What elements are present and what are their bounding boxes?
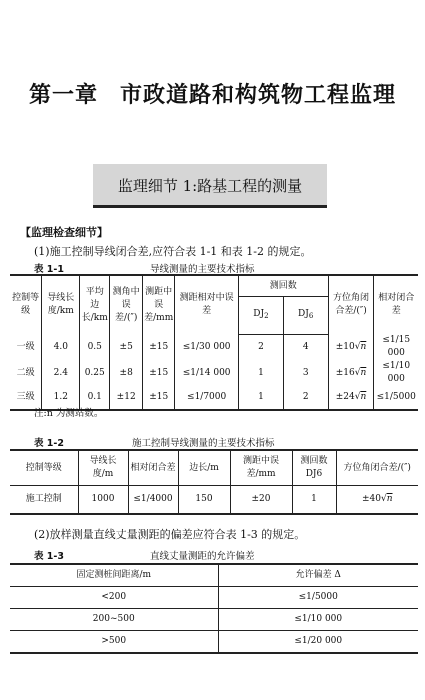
t1-cell: ±15	[143, 334, 175, 360]
t3-cell: ≤1/20 000	[218, 631, 418, 654]
t1-cell: 0.25	[80, 360, 110, 386]
t1-header-rel-close: 相对闭合差	[374, 275, 418, 334]
t1-header-rounds: 测回数	[239, 275, 329, 297]
table1	[10, 274, 418, 411]
t3-cell: <200	[10, 587, 218, 609]
t3-cell: 200~500	[10, 609, 218, 631]
t2-header: 控制等级	[10, 450, 78, 486]
section-banner-underline	[93, 205, 327, 208]
t1-header-grade: 控制等级	[10, 275, 42, 334]
t2-cell: ±40√n	[336, 486, 418, 515]
t1-cell: 2	[283, 386, 328, 410]
t1-cell: ≤1/15 000	[382, 335, 411, 358]
t2-header: 相对闭合差	[128, 450, 178, 486]
table1-number: 表 1-1	[34, 264, 64, 275]
t3-header: 允许偏差 Δ	[218, 564, 418, 587]
table1-title: 导线测量的主要技术指标	[150, 264, 255, 275]
t2-cell: 1000	[78, 486, 128, 515]
t2-cell: ≤1/4000	[128, 486, 178, 515]
t3-cell: >500	[10, 631, 218, 654]
t2-cell: 1	[292, 486, 336, 515]
t1-cell: ±10√n	[328, 334, 374, 360]
t1-cell: ≤1/10 000	[382, 361, 411, 384]
t2-header: 测回数DJ6	[292, 450, 336, 486]
paragraph-2: (2)放样测量直线丈量测距的偏差应符合表 1-3 的规定。	[34, 528, 306, 541]
t1-cell: ±8	[110, 360, 143, 386]
t1-cell: ±15	[143, 360, 175, 386]
t1-cell: 2	[239, 334, 284, 360]
table2	[10, 449, 418, 515]
t2-header: 方位角闭合差/(″)	[336, 450, 418, 486]
t1-header-dj6: $DJ_6$	[283, 297, 328, 335]
t2-cell: 施工控制	[10, 486, 78, 515]
t1-header-dj2: $DJ_2$	[239, 297, 284, 335]
t1-header-avg-side: 平均边长/km	[80, 275, 110, 334]
table-row	[10, 609, 418, 631]
t2-header: 边长/m	[178, 450, 230, 486]
t2-header: 测距中误差/mm	[230, 450, 292, 486]
table2-title: 施工控制导线测量的主要技术指标	[132, 438, 275, 449]
t1-header-azimuth: 方位角闭合差/(″)	[328, 275, 374, 334]
t3-cell: ≤1/5000	[218, 587, 418, 609]
t2-cell: 150	[178, 486, 230, 515]
t1-cell: ±16√n	[328, 360, 374, 386]
table-row	[10, 631, 418, 654]
section-title: 监理细节 1:路基工程的测量	[117, 177, 303, 195]
t1-header-dist-rel: 测距相对中误差	[175, 275, 239, 334]
t1-cell: 一级	[10, 334, 42, 360]
t3-header: 固定测桩间距离/m	[10, 564, 218, 587]
chapter-number: 第一章	[28, 82, 98, 108]
t1-cell: ±5	[110, 334, 143, 360]
table3-title: 直线丈量测距的允许偏差	[150, 551, 255, 562]
table2-number: 表 1-2	[34, 438, 64, 449]
t1-cell: 1.2	[42, 386, 80, 410]
t3-cell: ≤1/10 000	[218, 609, 418, 631]
t1-header-length: 导线长度/km	[42, 275, 80, 334]
t1-cell: 三级	[10, 386, 42, 410]
t1-cell: ±12	[110, 386, 143, 410]
t2-cell: ±20	[230, 486, 292, 515]
t2-header: 导线长度/m	[78, 450, 128, 486]
t1-cell: 3	[283, 360, 328, 386]
t1-cell: 0.1	[80, 386, 110, 410]
chapter-name: 市政道路和构筑物工程监理	[120, 82, 397, 108]
t1-cell: ≤1/30 000	[175, 334, 239, 360]
t1-cell: ≤1/7000	[175, 386, 239, 410]
table1-note: 注:n 为测站数。	[34, 408, 104, 419]
t1-cell: ±24√n	[328, 386, 374, 410]
t1-header-angle-err: 测角中误差/(″)	[110, 275, 143, 334]
t1-header-dist-err: 测距中误差/mm	[143, 275, 175, 334]
t1-cell: 1	[239, 360, 284, 386]
paragraph-1: (1)施工控制导线闭合差,应符合表 1-1 和表 1-2 的规定。	[34, 245, 312, 258]
t1-cell: 4.0	[42, 334, 80, 360]
table-row	[10, 360, 418, 386]
t1-cell: 0.5	[80, 334, 110, 360]
t1-cell: 2.4	[42, 360, 80, 386]
table-row	[10, 334, 418, 360]
t1-cell: ≤1/5000	[374, 386, 418, 410]
t1-cell: 4	[283, 334, 328, 360]
table3-number: 表 1-3	[34, 551, 64, 562]
t1-cell: 1	[239, 386, 284, 410]
inspection-heading: 【监理检查细节】	[20, 226, 108, 239]
table-row	[10, 486, 418, 515]
table3	[10, 563, 418, 654]
table-row	[10, 587, 418, 609]
t1-cell: 二级	[10, 360, 42, 386]
t1-cell: ±15	[143, 386, 175, 410]
t1-cell: ≤1/14 000	[175, 360, 239, 386]
chapter-title	[10, 78, 415, 109]
